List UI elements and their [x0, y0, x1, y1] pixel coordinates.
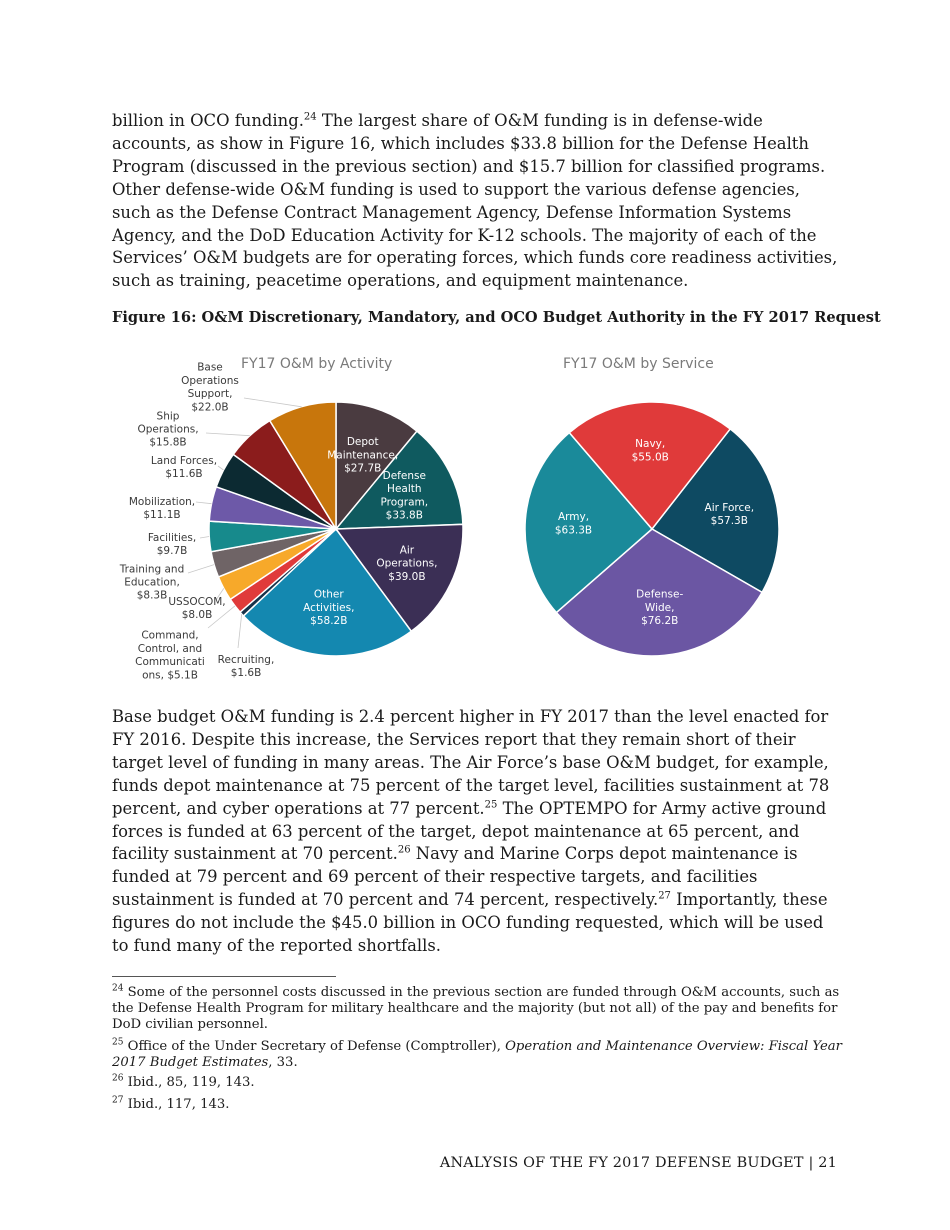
- slice-label-line: Health: [387, 483, 422, 496]
- footnote-source-title: Operation and Maintenance Overview: Fiscal Year 2017 Budget Estimates: [112, 1039, 842, 1071]
- slice-label-line: $27.7B: [344, 462, 382, 475]
- slice-label-facilities-9-7b: [148, 532, 196, 557]
- text-run: Importantly, these figures do not include the $45.0 billion in OCO funding requested, which will be used to fund many of the reported shortfalls.: [112, 890, 828, 956]
- slice-label-line: $63.3B: [554, 524, 593, 537]
- slice-label-base-operations-support-22-0b: [181, 362, 239, 414]
- slice-label-line: $55.0B: [631, 451, 669, 464]
- slice-label-line: Program,: [380, 496, 429, 509]
- slice-label-line: Operations,: [376, 557, 438, 570]
- slice-label-line: Communicati: [135, 656, 205, 669]
- figure-charts: [112, 348, 832, 693]
- slice-label-line: $9.7B: [156, 545, 188, 558]
- text-run: The OPTEMPO for Army active ground forces is funded at 63 percent of the target, depot maintenance at 65 percent, and facility sustainment at 70 percent.: [112, 798, 827, 864]
- slice-label-line: Defense-: [636, 588, 684, 601]
- slice-label-line: Control, and: [137, 642, 203, 655]
- leader-line: [196, 502, 212, 504]
- slice-label-line: $15.8B: [149, 436, 187, 449]
- slice-label-line: Navy,: [635, 438, 666, 451]
- slice-label-line: Education,: [124, 576, 180, 589]
- footnote-number: 26: [112, 1073, 124, 1084]
- slice-label-line: ons, $5.1B: [142, 669, 198, 682]
- pie-activity: [119, 362, 463, 682]
- slice-label-line: Command,: [141, 629, 199, 642]
- slice-label-line: Activities,: [303, 601, 355, 614]
- slice-label-line: $11.1B: [143, 509, 181, 522]
- slice-label-line: Operations: [181, 374, 239, 387]
- slice-label-line: Army,: [557, 511, 590, 524]
- slice-label-line: $39.0B: [388, 570, 426, 583]
- slice-label-line: Other: [313, 588, 344, 601]
- footnote-ref-24[interactable]: 24: [303, 111, 317, 123]
- slice-label-line: $22.0B: [191, 401, 229, 414]
- footnote-27: [112, 1097, 842, 1113]
- slice-label-land-forces-11-6b: [151, 455, 217, 480]
- slice-label-line: $8.3B: [136, 589, 168, 602]
- footnote-text: , 33.: [268, 1055, 298, 1071]
- slice-label-line: Ship: [156, 410, 180, 423]
- footnote-ref-26[interactable]: 26: [397, 844, 411, 856]
- slice-label-line: Depot: [346, 436, 379, 449]
- slice-label-line: Mobilization,: [128, 495, 196, 508]
- chart-title-service: FY17 O&M by Service: [563, 356, 714, 372]
- slice-label-ussocom-8-0b: [168, 596, 225, 621]
- slice-label-army-63-3b: [555, 511, 592, 536]
- slice-label-line: Air: [399, 544, 415, 557]
- slice-label-line: Land Forces,: [150, 454, 218, 467]
- slice-label-line: $58.2B: [310, 615, 348, 628]
- slice-label-mobilization-11-1b: [129, 496, 195, 521]
- page-footer: ANALYSIS OF THE FY 2017 DEFENSE BUDGET | 21: [439, 1155, 837, 1171]
- footnote-text: Ibid., 85, 119, 143.: [123, 1075, 255, 1090]
- body-paragraph-2: [112, 706, 840, 958]
- slice-label-line: Base: [197, 361, 223, 374]
- footnote-ref-27[interactable]: 27: [658, 890, 671, 902]
- pie-service: [525, 402, 779, 656]
- footnote-25: [112, 1039, 842, 1071]
- slice-label-line: $11.6B: [165, 468, 203, 481]
- footnote-number: 25: [112, 1037, 124, 1048]
- text-run: Base budget O&M funding is 2.4 percent higher in FY 2017 than the level enacted for FY 2016. Despite this increase, the Services report that they remain short of their target level of funding in many areas. The Air Force’s base O&M budget, for example, funds depot maintenance at 75 percent of the target level, facilities sustainment at 78 percent, and cyber operations at 77 percent.: [112, 707, 830, 818]
- slice-label-line: Support,: [187, 388, 233, 401]
- text-run: billion in OCO funding.: [112, 111, 304, 130]
- slice-label-line: $33.8B: [385, 509, 423, 522]
- slice-label-line: Air Force,: [704, 501, 755, 514]
- slice-label-command-control-and-communications-5-1b: [135, 630, 205, 682]
- slice-label-line: Recruiting,: [217, 653, 275, 666]
- footnote-26: [112, 1075, 842, 1091]
- leader-line: [188, 565, 214, 573]
- slice-label-air-force-57-3b: [705, 502, 755, 527]
- figure-caption: Figure 16: O&M Discretionary, Mandatory, and OCO Budget Authority in the FY 2017 Request: [112, 309, 881, 326]
- footnote-number: 24: [112, 983, 124, 994]
- footnote-text: Some of the personnel costs discussed in the previous section are funded through O&M accounts, such as the Defense Health Program for military healthcare and the majority (but not all) of the pay and benefits for DoD civilian personnel.: [112, 985, 840, 1033]
- footnote-number: 27: [112, 1095, 124, 1106]
- slice-label-navy-55-0b: [632, 438, 669, 463]
- slice-label-line: USSOCOM,: [168, 595, 226, 608]
- leader-line: [200, 537, 209, 539]
- slice-label-line: Operations,: [137, 423, 199, 436]
- text-run: The largest share of O&M funding is in defense-wide accounts, as show in Figure 16, which includes $33.8 billion for the Defense Health Program (discussed in the previous section) and $15.7 billion for classified programs. Other defense-wide O&M funding is used to support the various defense agencies, such as the Defense Contract Management Agency, Defense Information Systems Agency, and the DoD Education Activity for K-12 schools. The majority of each of the Services’ O&M budgets are for operating forces, which funds core readiness activities, such as training, peacetime operations, and equipment maintenance.: [112, 111, 838, 291]
- slice-label-ship-operations-15-8b: [137, 410, 198, 448]
- slice-label-defense-health-program-33-8b: [380, 470, 428, 522]
- footnote-text: Ibid., 117, 143.: [123, 1097, 230, 1112]
- chart-title-activity: FY17 O&M by Activity: [241, 356, 393, 372]
- slice-label-line: $76.2B: [641, 615, 679, 628]
- slice-label-recruiting-1-6b: [218, 654, 275, 679]
- footnote-24: [112, 985, 842, 1034]
- footnote-ref-25[interactable]: 25: [484, 799, 498, 811]
- leader-line: [238, 614, 242, 648]
- slice-label-line: Training and: [119, 563, 185, 576]
- text-run: Navy and Marine Corps depot maintenance is funded at 79 percent and 69 percent of their respective targets, and facilities sustainment is funded at 70 percent and 74 percent, respectively.: [112, 844, 798, 910]
- body-paragraph-1: [112, 110, 840, 293]
- leader-line: [206, 433, 250, 436]
- footnote-divider: [112, 976, 336, 977]
- slice-label-line: Defense: [382, 470, 426, 482]
- leader-line: [218, 466, 224, 470]
- slice-label-line: Maintenance,: [327, 449, 399, 462]
- slice-label-line: $1.6B: [230, 667, 262, 680]
- slice-label-line: $57.3B: [710, 515, 748, 527]
- footnote-text: Office of the Under Secretary of Defense (Comptroller),: [123, 1039, 506, 1054]
- slice-label-line: Facilities,: [147, 531, 197, 544]
- slice-label-line: Wide,: [644, 601, 675, 614]
- leader-line: [244, 398, 302, 407]
- slice-label-line: $8.0B: [181, 609, 213, 622]
